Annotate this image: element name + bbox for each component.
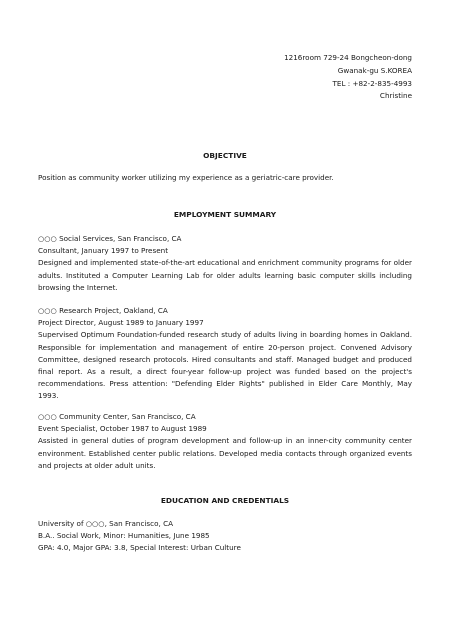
job-description: Designed and implemented state-of-the-art educational and enrichment community programs for older adults. Instituted a Computer Learning Lab for older adults learning basic computer skills including browsing the Internet. [38, 258, 412, 292]
objective-text: Position as community worker utilizing my experience as a geriatric-care provider. [38, 173, 334, 182]
education-gpa: GPA: 4.0, Major GPA: 3.8, Special Interest: Urban Culture [38, 543, 241, 553]
job-entry [38, 233, 412, 294]
education-school: University of ○○○, San Francisco, CA [38, 519, 174, 528]
contact-block [212, 52, 412, 103]
job-organization: ○○○ Community Center, San Francisco, CA [38, 412, 196, 421]
employment-heading: EMPLOYMENT SUMMARY [173, 210, 277, 219]
job-role: Event Specialist, October 1987 to August 1989 [38, 424, 207, 434]
education-heading: EDUCATION AND CREDENTIALS [160, 496, 290, 505]
applicant-name: Christine [379, 91, 412, 101]
job-role: Consultant, January 1997 to Present [38, 246, 169, 256]
job-role: Project Director, August 1989 to January 1997 [38, 318, 204, 328]
address-line-1: 1216room 729-24 Bongcheon-dong [284, 53, 412, 62]
education-degree: B.A.. Social Work, Minor: Humanities, June 1985 [38, 531, 210, 541]
job-description: Supervised Optimum Foundation-funded research study of adults living in boarding homes in Oakland. Responsible for implementation and management of entire 20-person project. Convened Advisory Committee, designed research protocols. Hired consultants and staff. Managed budget and produced final report. As a result, a direct four-year follow-up project was funded based on the project's recommendations. Press attention: "Defending Elder Rights" published in Elder Care Monthly, May 1993. [38, 330, 412, 401]
telephone: TEL : +82-2-835-4993 [332, 78, 412, 88]
job-description: Assisted in general duties of program development and follow-up in an inner-city community center environment. Established center public relations. Developed media contacts through organized events and projects at older adult units. [38, 436, 412, 470]
objective-heading: OBJECTIVE [203, 151, 247, 160]
job-entry [38, 411, 412, 472]
education-block [38, 518, 412, 555]
job-organization: ○○○ Research Project, Oakland, CA [38, 306, 168, 315]
job-organization: ○○○ Social Services, San Francisco, CA [38, 234, 182, 243]
job-entry [38, 305, 412, 403]
address-line-2: Gwanak-gu S.KOREA [337, 65, 412, 75]
